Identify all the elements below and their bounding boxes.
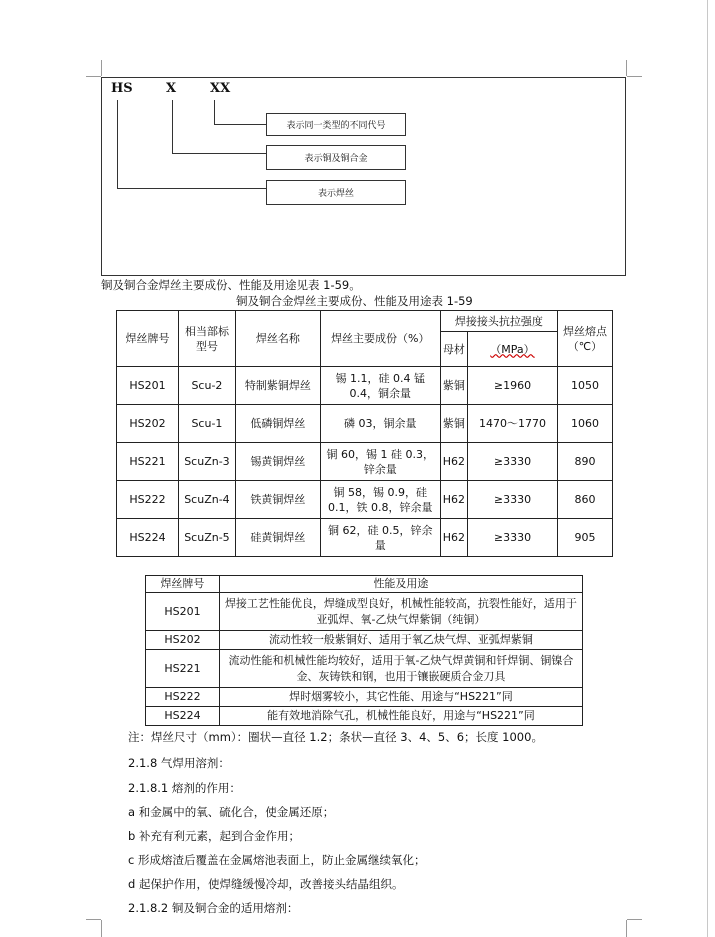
cell-ref: ScuZn-5 xyxy=(178,519,235,557)
cell-base: 紫铜 xyxy=(440,367,467,405)
crop-mark xyxy=(627,76,642,77)
crop-mark xyxy=(626,920,627,937)
header-base: 母材 xyxy=(440,332,467,367)
crop-mark xyxy=(101,60,102,76)
header-strength: 焊接接头抗拉强度 xyxy=(440,311,557,332)
table-row xyxy=(117,519,613,557)
cell-brand: HS221 xyxy=(146,650,220,688)
cell-composition: 磷 03，铜余量 xyxy=(320,405,440,443)
cell-melting: 1060 xyxy=(557,405,612,443)
header-mpa-text: （MPa） xyxy=(490,342,535,356)
cell-base: H62 xyxy=(440,481,467,519)
table-caption: 铜及铜合金焊丝主要成份、性能及用途表 1-59 xyxy=(236,294,473,308)
cell-melting: 860 xyxy=(557,481,612,519)
cell-name: 低磷铜焊丝 xyxy=(235,405,320,443)
crop-mark xyxy=(627,919,642,920)
cell-ref: ScuZn-3 xyxy=(178,443,235,481)
table-row xyxy=(146,650,583,688)
cell-ref: Scu-1 xyxy=(178,405,235,443)
cell-brand: HS201 xyxy=(117,367,179,405)
crop-mark xyxy=(101,920,102,937)
connector-line xyxy=(117,188,267,189)
crop-mark xyxy=(626,60,627,76)
cell-name: 锡黄铜焊丝 xyxy=(235,443,320,481)
cell-brand: HS201 xyxy=(146,593,220,631)
table-row xyxy=(117,481,613,519)
table-row xyxy=(117,367,613,405)
cell-brand: HS222 xyxy=(117,481,179,519)
cell-base: 紫铜 xyxy=(440,405,467,443)
header-usage: 性能及用途 xyxy=(219,576,582,593)
box-variant-code: 表示同一类型的不同代号 xyxy=(266,113,406,136)
cell-usage: 焊接工艺性能优良，焊缝成型良好，机械性能较高，抗裂性能好，适用于亚弧焊、氧-乙炔气焊紫铜（纯铜） xyxy=(219,593,582,631)
code-hs: HS xyxy=(111,81,133,96)
header-composition: 焊丝主要成份（%） xyxy=(320,311,440,367)
cell-strength: 1470～1770 xyxy=(468,405,558,443)
header-row xyxy=(117,311,613,332)
header-brand: 焊丝牌号 xyxy=(117,311,179,367)
table-row xyxy=(146,631,583,650)
cell-brand: HS221 xyxy=(117,443,179,481)
cell-brand: HS202 xyxy=(146,631,220,650)
connector-line xyxy=(172,153,267,154)
box-wire: 表示焊丝 xyxy=(266,180,406,205)
table-row xyxy=(146,593,583,631)
cell-strength: ≥3330 xyxy=(468,519,558,557)
subsection-title: 2.1.8.2 铜及铜合金的适用熔剂： xyxy=(128,901,299,915)
cell-usage: 流动性能和机械性能均较好，适用于氧-乙炔气焊黄铜和钎焊铜、铜镍合金、灰铸铁和钢，也用于镶嵌硬质合金刀具 xyxy=(219,650,582,688)
composition-table xyxy=(116,310,613,557)
subsection-title: 2.1.8.1 熔剂的作用： xyxy=(128,781,241,795)
table-row xyxy=(146,688,583,707)
cell-strength: ≥3330 xyxy=(468,443,558,481)
connector-line xyxy=(117,100,118,189)
header-brand: 焊丝牌号 xyxy=(146,576,220,593)
cell-melting: 890 xyxy=(557,443,612,481)
cell-brand: HS224 xyxy=(146,707,220,726)
cell-usage: 能有效地消除气孔，机械性能良好，用途与“HS221”同 xyxy=(219,707,582,726)
cell-melting: 905 xyxy=(557,519,612,557)
cell-brand: HS222 xyxy=(146,688,220,707)
cell-usage: 焊时烟雾较小，其它性能、用途与“HS221”同 xyxy=(219,688,582,707)
list-item: c 形成熔渣后覆盖在金属熔池表面上，防止金属继续氧化； xyxy=(128,853,426,867)
header-mpa xyxy=(468,332,558,367)
code-x: X xyxy=(166,81,177,96)
cell-name: 特制紫铜焊丝 xyxy=(235,367,320,405)
cell-ref: Scu-2 xyxy=(178,367,235,405)
crop-mark xyxy=(86,919,101,920)
header-melting: 焊丝熔点（℃） xyxy=(557,311,612,367)
cell-composition: 铜 62，硅 0.5，锌余量 xyxy=(320,519,440,557)
cell-brand: HS202 xyxy=(117,405,179,443)
list-item: b 补充有利元素，起到合金作用； xyxy=(128,829,300,843)
page-edge xyxy=(707,0,708,937)
box-alloy: 表示铜及铜合金 xyxy=(266,145,406,170)
usage-table xyxy=(145,575,583,726)
cell-usage: 流动性较一般紫铜好、适用于氧乙炔气焊、亚弧焊紫铜 xyxy=(219,631,582,650)
connector-line xyxy=(172,100,173,154)
section-title: 2.1.8 气焊用溶剂： xyxy=(128,756,230,770)
intro-text: 铜及铜合金焊丝主要成份、性能及用途见表 1-59。 xyxy=(101,278,361,292)
table-row xyxy=(117,443,613,481)
cell-base: H62 xyxy=(440,443,467,481)
cell-ref: ScuZn-4 xyxy=(178,481,235,519)
naming-diagram xyxy=(101,77,626,276)
list-item: a 和金属中的氧、硫化合，使金属还原； xyxy=(128,805,335,819)
list-item: d 起保护作用，使焊缝缓慢冷却，改善接头结晶组织。 xyxy=(128,877,404,891)
header-name: 焊丝名称 xyxy=(235,311,320,367)
code-xx: XX xyxy=(210,81,231,96)
cell-melting: 1050 xyxy=(557,367,612,405)
cell-name: 铁黄铜焊丝 xyxy=(235,481,320,519)
cell-composition: 锡 1.1，硅 0.4 锰 0.4，铜余量 xyxy=(320,367,440,405)
cell-strength: ≥3330 xyxy=(468,481,558,519)
table-row xyxy=(146,707,583,726)
cell-strength: ≥1960 xyxy=(468,367,558,405)
crop-mark xyxy=(86,76,101,77)
cell-brand: HS224 xyxy=(117,519,179,557)
cell-base: H62 xyxy=(440,519,467,557)
cell-name: 硅黄铜焊丝 xyxy=(235,519,320,557)
header-row xyxy=(146,576,583,593)
cell-composition: 铜 58，锡 0.9，硅 0.1，铁 0.8，锌余量 xyxy=(320,481,440,519)
cell-composition: 铜 60，锡 1 硅 0.3，锌余量 xyxy=(320,443,440,481)
connector-line xyxy=(214,124,267,125)
connector-line xyxy=(214,100,215,125)
note-text: 注：焊丝尺寸（mm）：圈状—直径 1.2；条状—直径 3、4、5、6；长度 1000。 xyxy=(128,730,543,744)
table-row xyxy=(117,405,613,443)
header-ref-std: 相当部标型号 xyxy=(178,311,235,367)
